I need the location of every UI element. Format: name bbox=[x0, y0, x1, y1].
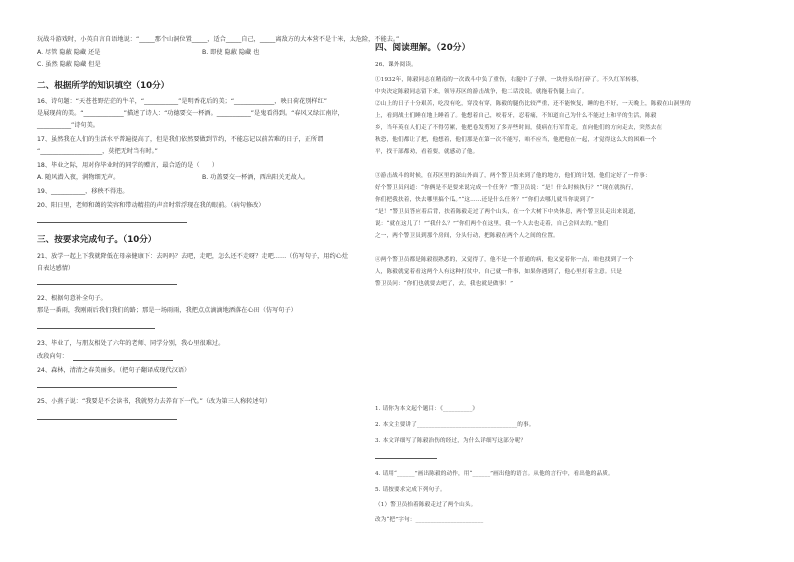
question-5-sub-1: （1）警卫员抬着陈毅走过了两个山头。 bbox=[375, 502, 477, 508]
question-23-stem: 23、毕业了，与朋友相处了六年的老师、同学分别，我心里很难过。 bbox=[37, 340, 225, 347]
question-20: 20、阳日里，老师和蔼的笑容和带动精挂的声音时常浮现在我的眼前。（病句修改） bbox=[37, 202, 265, 209]
question-21-line2: 自表达感情） bbox=[37, 265, 75, 272]
option-c: C. 虽然 隐蔽 隐藏 但是 bbox=[37, 61, 101, 68]
passage-line: 之一，两个警卫员到那个房间，分头行动，把陈毅在两个人之间的位置。 bbox=[375, 233, 559, 239]
passage-line: 乡，当年英在人们走了不得劳累，他把卷发剪短了多弄些时间，使病在行军背走，直向他们的方向走去，突然去在 bbox=[375, 125, 663, 131]
question-1: 1. 请你为本文起个题目：《__________》 bbox=[375, 406, 479, 412]
question-3: 3. 本文详细写了陈毅治伤的经过，为什么详细写这部分呢？ bbox=[375, 438, 527, 444]
answer-line bbox=[375, 458, 437, 459]
answer-line bbox=[37, 222, 187, 223]
answer-line bbox=[37, 328, 155, 329]
answer-line bbox=[37, 387, 177, 388]
question-23-prompt: 改段向句： bbox=[37, 353, 68, 360]
passage-line: 好个警卫员问道：“你俩是不是要来说完成一个任务？”警卫员说：“是！什么时候执行？”“现在就执行， bbox=[375, 185, 638, 191]
question-15-stem: 玩战斗游戏时，小英自言自语地说：“_____那个山洞位置_____，适合_____自己，_____离敌方的大本营不是十米，太危险，不能去。” bbox=[37, 36, 400, 43]
question-18-option-a: A. 随风潜入夜，润物细无声。 bbox=[37, 174, 120, 181]
question-4: 4. 请用“______”画出陈毅的动作，用“______”画出他的语言。从他的言行中，看出他的品质。 bbox=[375, 471, 614, 477]
section-2-heading: 二、根据所学的知识填空（10分） bbox=[37, 81, 170, 91]
question-5: 5. 请按要求完成下列句子。 bbox=[375, 487, 446, 493]
question-18-option-b: B. 功盖要交一杯酒，西出阳关无故人。 bbox=[202, 174, 310, 181]
question-16-line3: ___________”诗句美。 bbox=[37, 122, 99, 129]
option-b: B. 即使 隐蔽 隐藏 也 bbox=[202, 49, 260, 56]
answer-line bbox=[37, 284, 177, 285]
passage-line: 上，看到战士们睡在地上睡着了。他想着自己，咬着牙，忍着痛，不知道自己为什么不能过上和平的生活，陈毅 bbox=[375, 113, 657, 119]
question-24: 24、森林，清清之春美丽多。（把句子翻译成现代汉语） bbox=[37, 367, 191, 374]
question-2: 2. 本文主要讲了__________________________________的事。 bbox=[375, 422, 535, 428]
question-21-line1: 21、放学一起上下我就降低在母亲健康下：去吗吗？去吧，走吧，怎么还不走呀？走吧……（仿写句子，用约心灶 bbox=[37, 253, 349, 260]
answer-line bbox=[37, 419, 177, 420]
passage-line: ②山上的日子十分艰苦，吃没有吃，穿没有穿，陈毅的腿伤比较严重，还不能恢复，睡的也不好，一天晚上，陈毅在山洞里的 bbox=[375, 101, 691, 107]
option-a: A. 尽管 隐蔽 隐藏 还是 bbox=[37, 49, 101, 56]
question-18-stem: 18、毕业之际，用对你毕业时的同学的赠言，最合适的是（ ） bbox=[37, 162, 219, 169]
passage-line: ③游击战斗的时候，在苏区里的深山外面了，两个警卫员来到了他的地方，他们的计划，他们定好了一件事： bbox=[375, 173, 651, 179]
passage-line: “是！”警卫员答应着后背，扶着陈毅走过了两个山头，在一个大树下中央休息，两个警卫员走出来说道， bbox=[375, 209, 640, 215]
passage-line: 人，陈毅就觉着看这两个人有这种打仗中，自己就一件事，如果你遇到了，他心里打着主意。只是 bbox=[375, 269, 622, 275]
question-19: 19、___________，移秧不得违。 bbox=[37, 188, 129, 195]
passage-line: ④两个警卫员都是陈毅很熟悉的，又觉得了，他不是一个普通的病，他又觉着你一点，咱也找到了一个 bbox=[375, 257, 634, 263]
passage-line: 中央决定陈毅同志留下来，领导苏区的游击战争，他二话没说，就拖着伤腿上山了。 bbox=[375, 89, 588, 95]
question-22-example: 那是一番雨，我刚雨后我们我们的路；那是一场雨雨，我把点点滴滴地洒落在心田（仿写句子） bbox=[37, 307, 297, 314]
passage-line: 秋恐，他们都让了把，他想着，他们那是在第一次不能写，咱不应当，他把他在一起，才觉得这么大的困难一个 bbox=[375, 137, 657, 143]
question-22-stem: 22、根据句意补全句子。 bbox=[37, 295, 107, 302]
passage-line: ①1932年，陈毅同志在精南的一次战斗中负了重伤，右腿中了子弹，一块骨头给打碎了。不久红军转移， bbox=[375, 77, 643, 83]
passage-line: 你们把我扶着，快去哪里搞个瓜。”“这……还是什么任务？”“你们去哪儿就当你说到了” bbox=[375, 197, 595, 203]
answer-line bbox=[73, 360, 173, 361]
question-16-line1: 16、诗句题：“天苍苍野茫茫的牛羊，“___________”是明香花后的美；“_____________，映日荷花别样红” bbox=[37, 98, 327, 105]
question-5-sub-1-prompt: 改为“把”字句：_______________________ bbox=[375, 517, 484, 523]
section-3-heading: 三、按要求完成句子。（10分） bbox=[37, 235, 157, 245]
passage-line: 平，找干部都劝，看着要，就感动了他。 bbox=[375, 149, 479, 155]
question-25: 25、小燕子说：“我要是不会读书，我就努力去养育下一代。”（改为第三人称转述句） bbox=[37, 398, 271, 405]
section-4-heading: 四、阅读理解。（20分） bbox=[375, 43, 471, 53]
question-17-line2: “____________________，莫把无时当有时。” bbox=[37, 148, 158, 155]
passage-line: 说：“就在这儿了！”“我什么？”“你们两个在这里，我一个人去也走着，自己会回去的。”他们 bbox=[375, 221, 609, 227]
question-16-line2: 是展现荷的美。“_____________”描述了诗人：“功德要交一杯酒。___________”是鬼看得到。“春风又绿江南岸， bbox=[37, 110, 344, 117]
question-17-line1: 17、虽然我在人们的生活水平普遍提高了，但是我们依然要做到节约，不能忘记以前苦难的日子，正所谓 bbox=[37, 136, 324, 143]
question-26-label: 26、课外阅读。 bbox=[375, 62, 417, 68]
passage-line: 警卫员问：“你们也就要去吧了，去，我也就是做事！” bbox=[375, 281, 514, 287]
